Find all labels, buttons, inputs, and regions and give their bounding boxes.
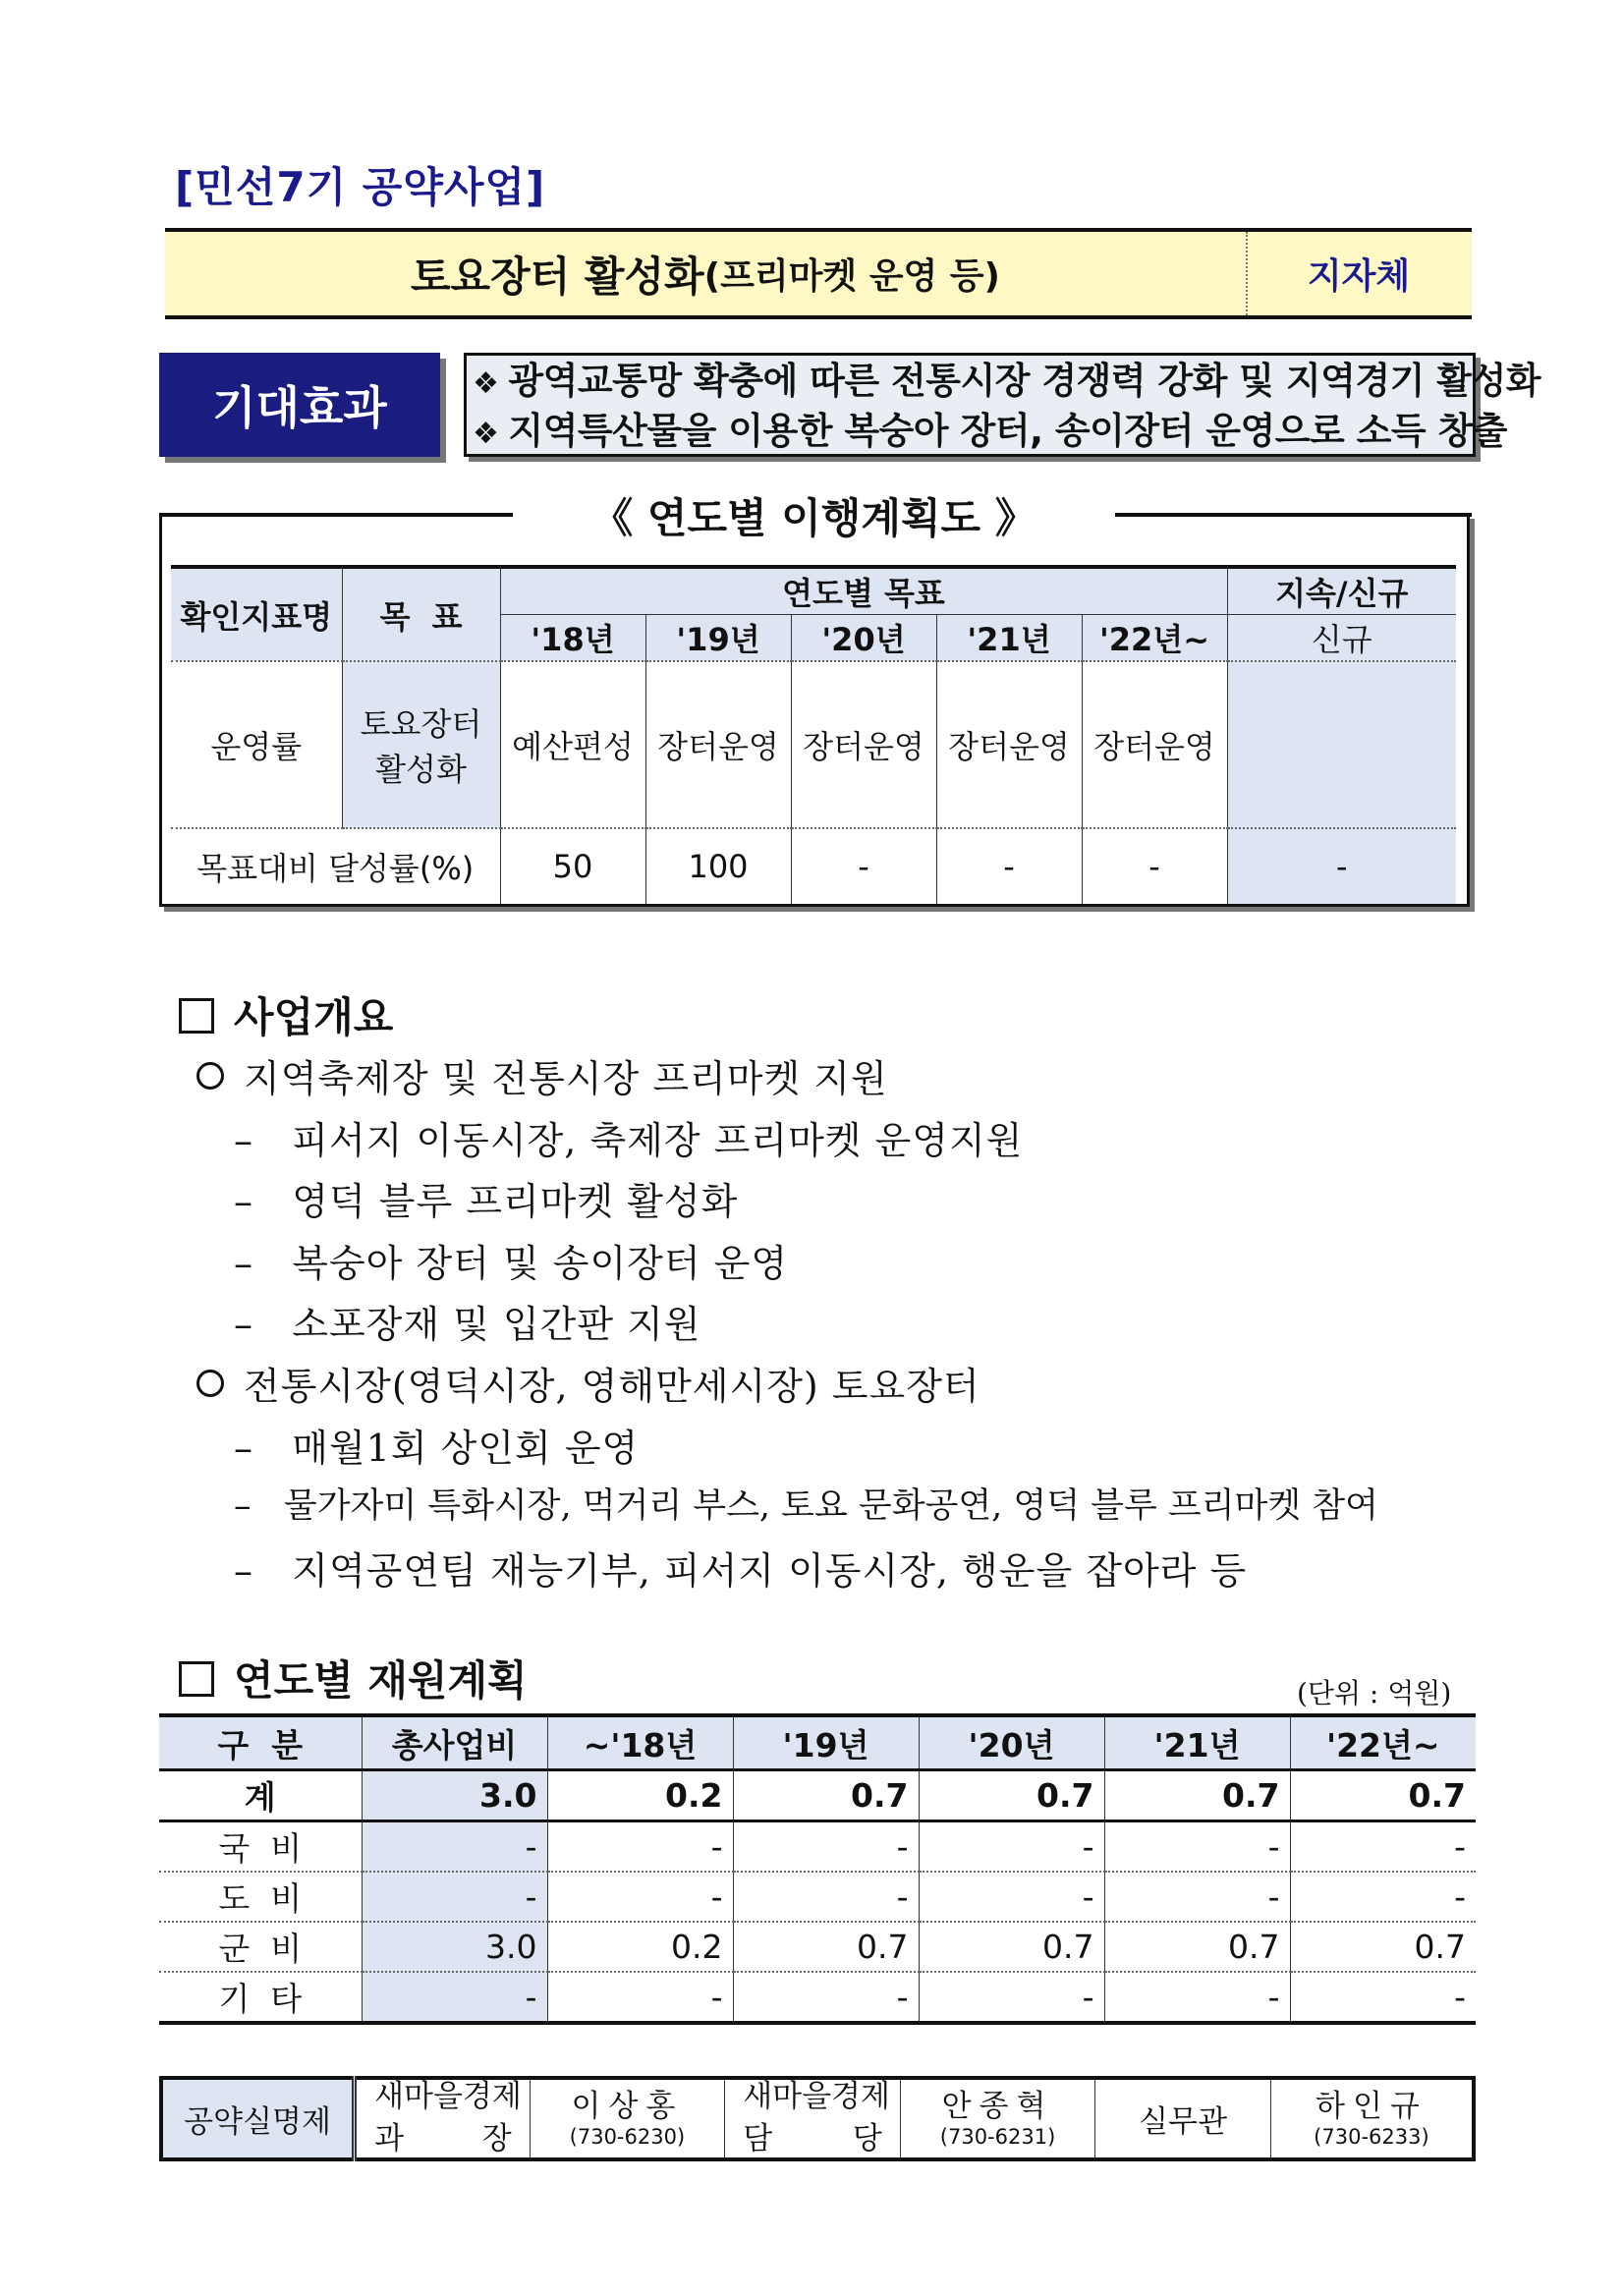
goal-cell [342, 661, 500, 828]
circle-bullet-icon [196, 1370, 224, 1397]
status-cell [1227, 661, 1456, 828]
plan-cell: 장터운영 [936, 661, 1082, 828]
finance-cell: 0.7 [1290, 1922, 1476, 1972]
finance-header: 총사업비 [362, 1715, 547, 1770]
finance-cell: - [919, 1821, 1104, 1873]
finance-cell: - [733, 1872, 919, 1922]
finance-cell: - [362, 1821, 547, 1873]
effect-item: ❖ 광역교통망 확충에 따른 전통시장 경쟁력 강화 및 지역경기 활성화 [473, 360, 1540, 402]
project-title [165, 228, 1246, 319]
finance-cell: - [919, 1972, 1104, 2023]
goal-line: 토요장터 [360, 705, 482, 743]
finance-cell: - [1104, 1872, 1290, 1922]
effects-label: 기대효과 [159, 353, 440, 457]
section-tag: [민선7기 공약사업] [175, 163, 546, 211]
finance-cell: - [919, 1872, 1104, 1922]
overview-subitem: – 지역공연팀 재능기부, 피서지 이동시장, 행운을 잡아라 등 [234, 1549, 1248, 1593]
finance-cell: 0.7 [1290, 1770, 1476, 1821]
plan-frame-line [1115, 513, 1472, 517]
footer-person: 하인규 (730-6233) [1314, 2088, 1429, 2149]
dash-bullet: – [234, 1486, 252, 1526]
plan-cell: 장터운영 [791, 661, 936, 828]
finance-cell: 0.7 [919, 1770, 1104, 1821]
achievement-cell: - [791, 828, 936, 906]
finance-cell: - [362, 1972, 547, 2023]
overview-subitem: – 소포장재 및 입간판 지원 [234, 1303, 701, 1346]
achievement-cell: - [1082, 828, 1227, 906]
finance-header: 구 분 [159, 1715, 362, 1770]
finance-cell: - [547, 1972, 733, 2023]
finance-cell: 3.0 [362, 1922, 547, 1972]
overview-subitem: – 피서지 이동시장, 축제장 프리마켓 운영지원 [234, 1119, 1024, 1162]
header-indicator: 확인지표명 [171, 567, 342, 661]
finance-heading: 연도별 재원계획 [179, 1649, 528, 1708]
footer-person: 안종혁 (730-6231) [900, 2078, 1095, 2159]
achievement-status: - [1227, 828, 1456, 906]
finance-cell: 0.7 [1104, 1922, 1290, 1972]
checkbox-square-icon [179, 1661, 214, 1697]
header-yearly: 연도별 목표 [500, 567, 1227, 615]
finance-cell: 0.2 [547, 1770, 733, 1821]
finance-cell: 0.2 [547, 1922, 733, 1972]
finance-row-label: 국 비 [159, 1821, 362, 1873]
finance-cell: 3.0 [362, 1770, 547, 1821]
finance-cell: - [1104, 1972, 1290, 2023]
achievement-cell: 100 [645, 828, 791, 906]
finance-header: '22년~ [1290, 1715, 1476, 1770]
overview-subitem: – 영덕 블루 프리마켓 활성화 [234, 1180, 739, 1223]
dash-bullet: – [234, 1303, 253, 1346]
pledge-accountability-table [159, 2076, 1476, 2161]
finance-header: '19년 [733, 1715, 919, 1770]
status-value: 신규 [1227, 615, 1456, 662]
finance-cell: - [547, 1872, 733, 1922]
finance-cell: - [547, 1821, 733, 1873]
finance-cell: - [733, 1972, 919, 2023]
dash-bullet: – [234, 1119, 253, 1162]
footer-role: 실무관 [1095, 2078, 1271, 2159]
overview-subitem: – 복숭아 장터 및 송이장터 운영 [234, 1242, 789, 1285]
effects-box [464, 353, 1540, 457]
dash-bullet: – [234, 1549, 253, 1593]
header-goal: 목 표 [342, 567, 500, 661]
overview-item: 지역축제장 및 전통시장 프리마켓 지원 [196, 1048, 888, 1102]
finance-row-label: 계 [159, 1770, 362, 1821]
plan-table [171, 565, 1456, 907]
finance-table [159, 1713, 1476, 2025]
overview-subitem: – 물가자미 특화시장, 먹거리 부스, 토요 문화공연, 영덕 블루 프리마켓 참여 [234, 1486, 1378, 1526]
finance-cell: - [1290, 1821, 1476, 1873]
finance-row-label: 군 비 [159, 1922, 362, 1972]
plan-cell: 장터운영 [1082, 661, 1227, 828]
year-header: '19년 [645, 615, 791, 662]
goal-line: 활성화 [375, 751, 467, 788]
project-title-main: 토요장터 활성화 [410, 252, 704, 301]
dash-bullet: – [234, 1242, 253, 1285]
finance-cell: - [733, 1821, 919, 1873]
footer-dept-title: 새마을경제 과 장 [355, 2078, 531, 2159]
circle-bullet-icon [196, 1062, 224, 1090]
year-header: '20년 [791, 615, 936, 662]
footer-person: 이상홍 (730-6230) [530, 2078, 725, 2159]
overview-item: 전통시장(영덕시장, 영해만세시장) 토요장터 [196, 1356, 980, 1410]
header-status: 지속/신규 [1227, 567, 1456, 615]
plan-title: 《 연도별 이행계획도 》 [591, 494, 1036, 542]
footer-dept-title: 새마을경제 담 당 [725, 2078, 901, 2159]
plan-cell: 예산편성 [500, 661, 645, 828]
plan-frame-line [159, 513, 513, 517]
finance-cell: - [1290, 1872, 1476, 1922]
achievement-cell: - [936, 828, 1082, 906]
year-header: '18년 [500, 615, 645, 662]
dash-bullet: – [234, 1180, 253, 1223]
checkbox-square-icon [179, 998, 214, 1034]
dash-bullet: – [234, 1427, 253, 1470]
plan-cell: 장터운영 [645, 661, 791, 828]
effect-item: ❖ 지역특산물을 이용한 복숭아 장터, 송이장터 운영으로 소득 창출 [473, 410, 1507, 452]
year-header: '22년~ [1082, 615, 1227, 662]
achievement-cell: 50 [500, 828, 645, 906]
unit-note: (단위 : 억원) [1297, 1677, 1452, 1709]
finance-row-label: 기 타 [159, 1972, 362, 2023]
project-title-sub: (프리마켓 운영 등) [703, 256, 1001, 297]
year-header: '21년 [936, 615, 1082, 662]
finance-cell: - [362, 1872, 547, 1922]
finance-cell: 0.7 [1104, 1770, 1290, 1821]
overview-heading: 사업개요 [179, 985, 393, 1044]
diamond-bullet-icon: ❖ [473, 366, 499, 401]
diamond-bullet-icon: ❖ [473, 417, 499, 451]
achievement-label: 목표대비 달성률(%) [171, 828, 500, 906]
finance-header: ~'18년 [547, 1715, 733, 1770]
finance-cell: 0.7 [919, 1922, 1104, 1972]
indicator-cell: 운영률 [171, 661, 342, 828]
footer-label: 공약실명제 [161, 2078, 355, 2159]
finance-cell: 0.7 [733, 1770, 919, 1821]
finance-cell: 0.7 [733, 1922, 919, 1972]
finance-header: '21년 [1104, 1715, 1290, 1770]
project-owner: 지자체 [1307, 256, 1411, 297]
finance-cell: - [1290, 1972, 1476, 2023]
overview-subitem: – 매월1회 상인회 운영 [234, 1427, 640, 1470]
finance-header: '20년 [919, 1715, 1104, 1770]
finance-row-label: 도 비 [159, 1872, 362, 1922]
finance-cell: - [1104, 1821, 1290, 1873]
